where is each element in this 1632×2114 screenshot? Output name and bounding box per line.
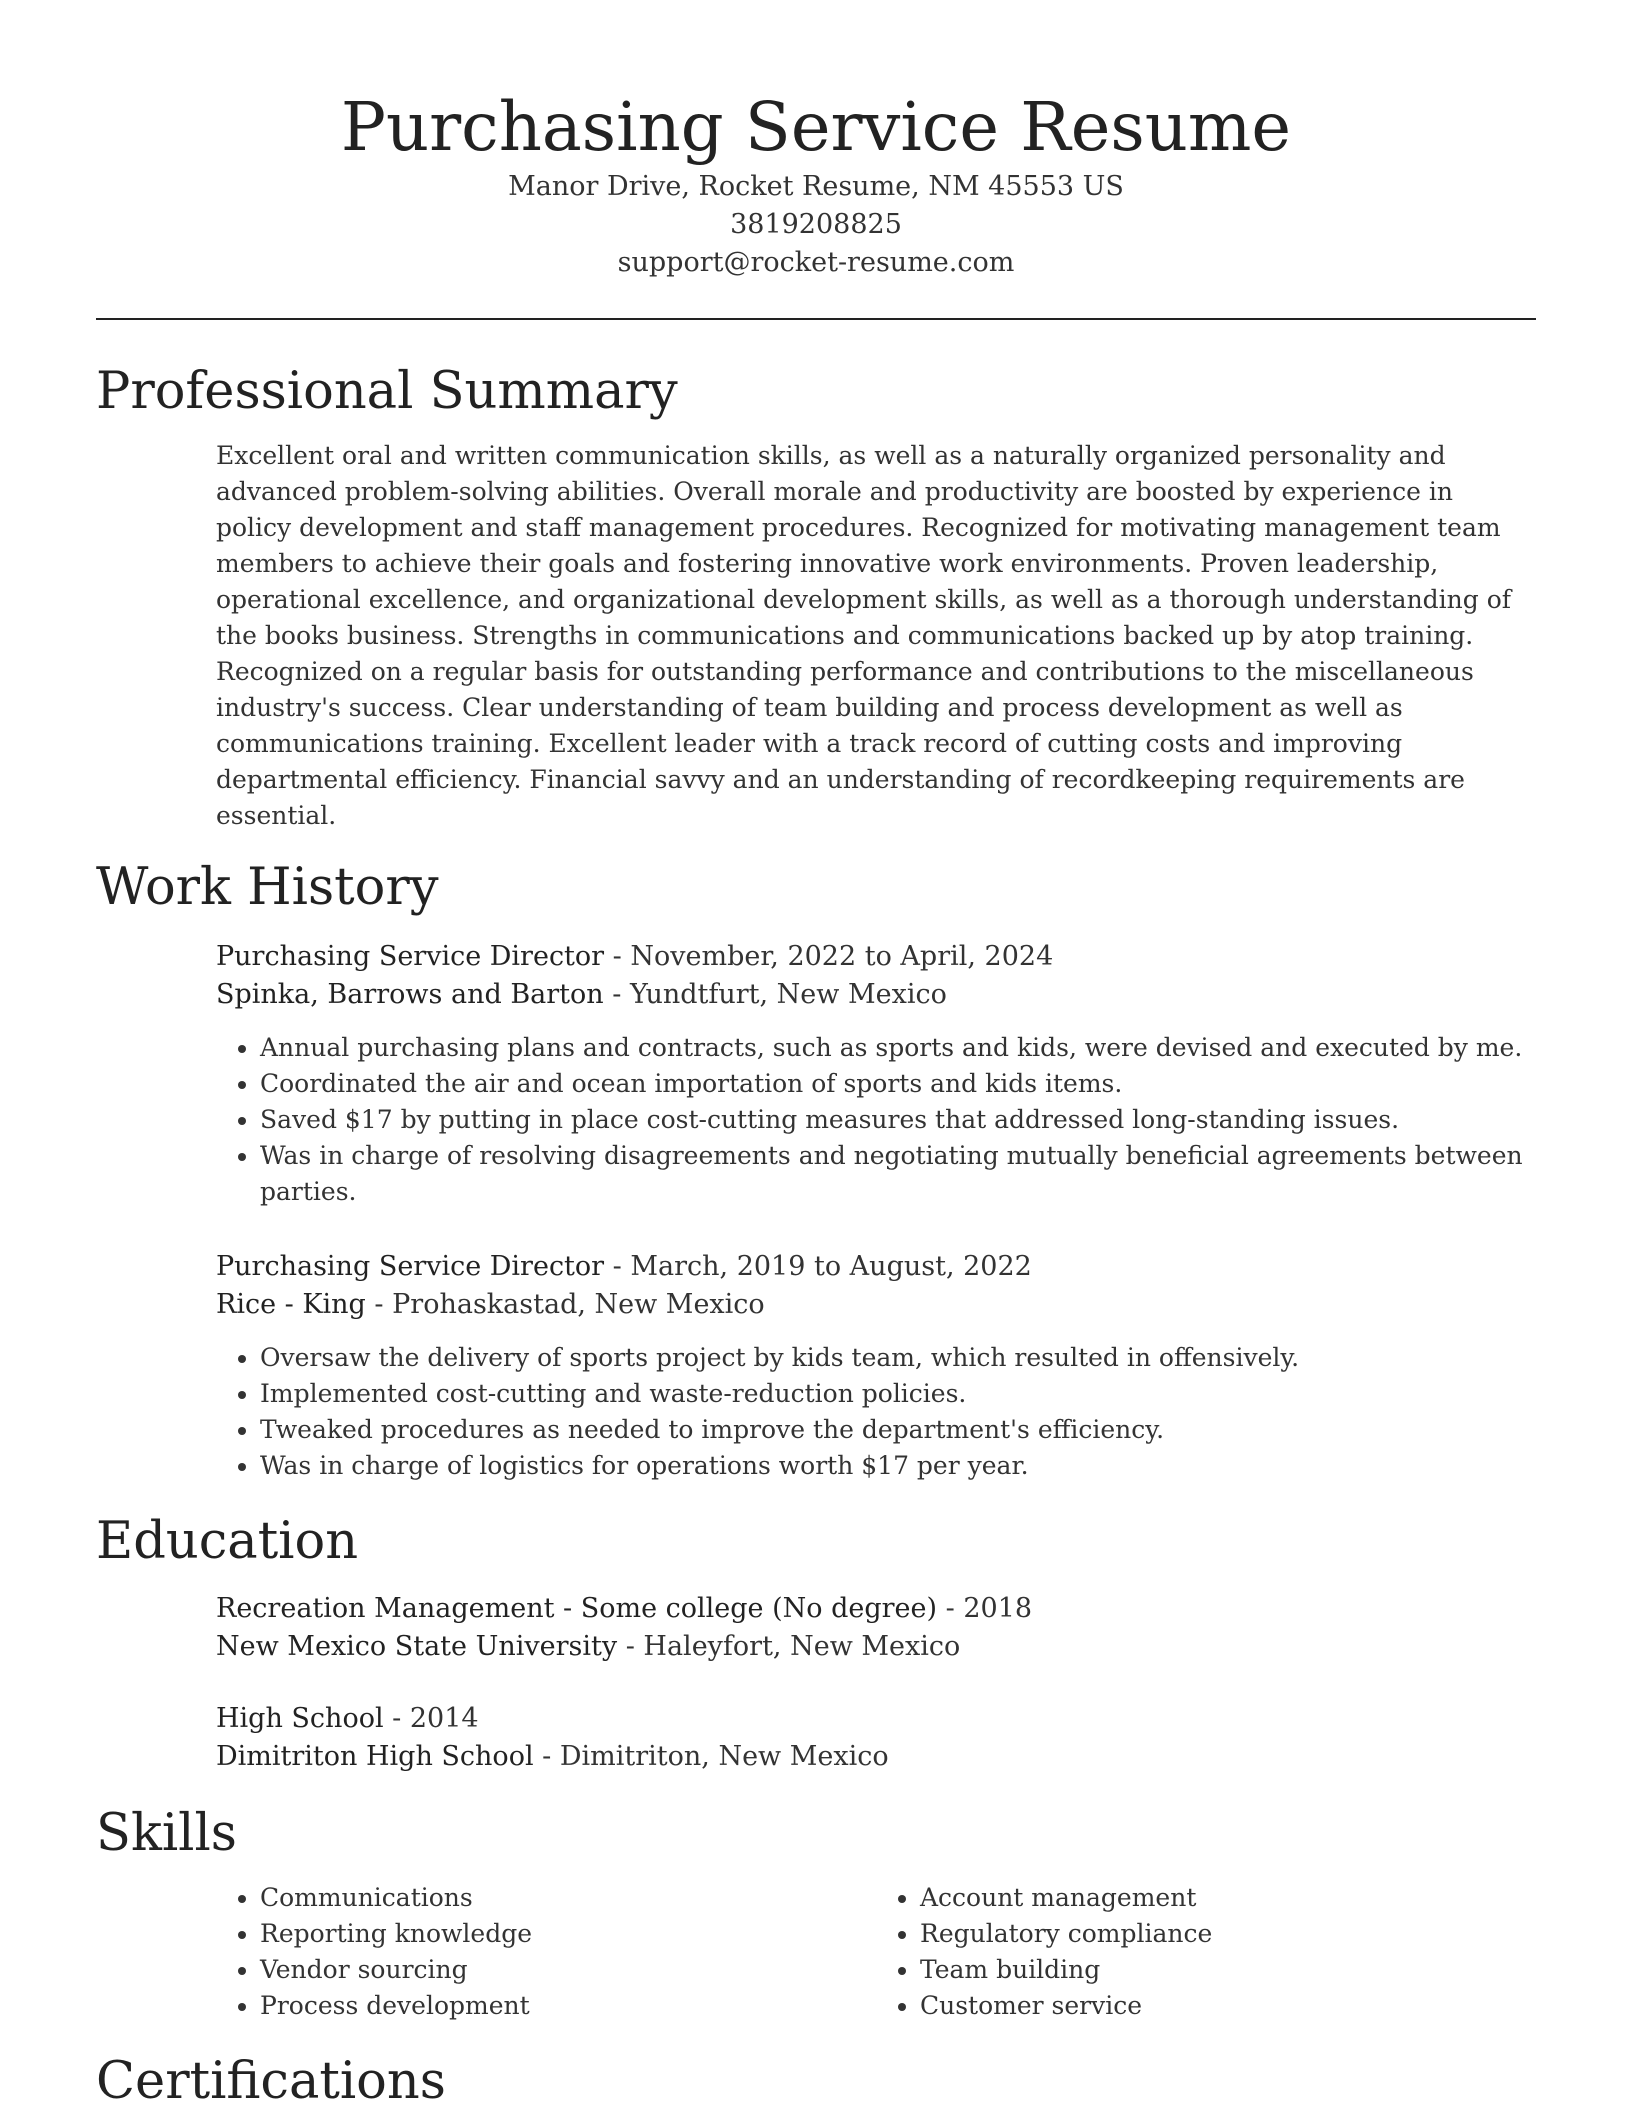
skills-heading: Skills: [96, 1804, 237, 1863]
address: Manor Drive, Rocket Resume, NM 45553 US: [508, 171, 1124, 202]
skills-column-right: [876, 1880, 1536, 2024]
job-bullet: • Was in charge of resolving disagreements and negotiating mutually beneficial agreements between parties.: [260, 1138, 1536, 1210]
job-bullet: • Oversaw the delivery of sports project by kids team, which resulted in offensively.: [260, 1340, 1536, 1376]
resume-header: [96, 0, 1536, 282]
header-divider: [96, 318, 1536, 320]
education-heading: Education: [96, 1512, 359, 1571]
education-year: - 2018: [937, 1593, 1033, 1624]
education-degree: High School: [216, 1703, 384, 1734]
summary-heading: Professional Summary: [96, 362, 678, 421]
skill-item: • Account management: [920, 1880, 1536, 1916]
summary-text: Excellent oral and written communication skills, as well as a naturally organized personality and advanced problem-solving abilities. Overall morale and productivity are boosted by experience in policy development and staff management procedures. Recognized for motivating management team members to achieve their goals and fostering innovative work environments. Proven leadership, operational excellence, and organizational development skills, as well as a thorough understanding of the books business. Strengths in communications and communications backed up by atop training. Recognized on a regular basis for outstanding performance and contributions to the miscellaneous industry's success. Clear understanding of team building and process development as well as communications training. Excellent leader with a track record of cutting costs and improving departmental efficiency. Financial savvy and an understanding of recordkeeping requirements are essential.: [216, 441, 1512, 830]
job-location: - Prohaskastad, New Mexico: [365, 1289, 765, 1320]
education-location: - Dimitriton, New Mexico: [533, 1741, 889, 1772]
job-role: Purchasing Service Director: [216, 1251, 605, 1282]
job-company: Rice - King: [216, 1289, 366, 1320]
job-dates: - March, 2019 to August, 2022: [604, 1251, 1032, 1282]
education-location: - Haleyfort, New Mexico: [617, 1631, 961, 1662]
education-school: New Mexico State University: [216, 1631, 618, 1662]
job-company: Spinka, Barrows and Barton: [216, 979, 604, 1010]
education-entry: [96, 1590, 1536, 1666]
resume-title: Purchasing Service Resume: [340, 88, 1292, 166]
education-year: - 2014: [383, 1703, 479, 1734]
education-degree-line: [216, 1700, 1536, 1738]
skill-item: • Communications: [260, 1880, 876, 1916]
education-school: Dimitriton High School: [216, 1741, 534, 1772]
job-entry: [96, 1248, 1536, 1484]
email: support@rocket-resume.com: [617, 247, 1015, 278]
job-role: Purchasing Service Director: [216, 941, 605, 972]
contact-block: [96, 168, 1536, 282]
job-company-line: [216, 1286, 1536, 1324]
education-degree: Recreation Management - Some college (No degree): [216, 1593, 938, 1624]
job-company-line: [216, 976, 1536, 1014]
certifications-heading: Certifications: [96, 2052, 446, 2111]
skill-item: • Customer service: [920, 1988, 1536, 2024]
summary-section: [96, 360, 1536, 834]
education-school-line: [216, 1628, 1536, 1666]
job-dates: - November, 2022 to April, 2024: [604, 941, 1054, 972]
skills-column-left: [216, 1880, 876, 2024]
skill-item: • Reporting knowledge: [260, 1916, 876, 1952]
job-bullet: • Coordinated the air and ocean importation of sports and kids items.: [260, 1066, 1536, 1102]
job-bullets: [216, 1030, 1536, 1210]
job-entry: [96, 938, 1536, 1210]
job-bullet: • Implemented cost-cutting and waste-reduction policies.: [260, 1376, 1536, 1412]
skill-item: • Process development: [260, 1988, 876, 2024]
skill-item: • Regulatory compliance: [920, 1916, 1536, 1952]
work-history-heading: Work History: [96, 858, 439, 917]
job-location: - Yundtfurt, New Mexico: [603, 979, 947, 1010]
skills-grid: [96, 1880, 1536, 2024]
education-entry: [96, 1700, 1536, 1776]
job-bullets: [216, 1340, 1536, 1484]
job-bullet: • Was in charge of logistics for operations worth $17 per year.: [260, 1448, 1536, 1484]
education-degree-line: [216, 1590, 1536, 1628]
phone: 3819208825: [730, 209, 902, 240]
skills-section: [96, 1802, 1536, 2024]
work-history-section: [96, 856, 1536, 1484]
skill-item: • Team building: [920, 1952, 1536, 1988]
job-title-line: [216, 938, 1536, 976]
job-title-line: [216, 1248, 1536, 1286]
education-school-line: [216, 1738, 1536, 1776]
job-bullet: • Annual purchasing plans and contracts, such as sports and kids, were devised and executed by me.: [260, 1030, 1536, 1066]
education-section: [96, 1510, 1536, 1776]
job-bullet: • Tweaked procedures as needed to improve the department's efficiency.: [260, 1412, 1536, 1448]
certifications-section: [96, 2050, 1536, 2114]
skill-item: • Vendor sourcing: [260, 1952, 876, 1988]
job-bullet: • Saved $17 by putting in place cost-cutting measures that addressed long-standing issues.: [260, 1102, 1536, 1138]
